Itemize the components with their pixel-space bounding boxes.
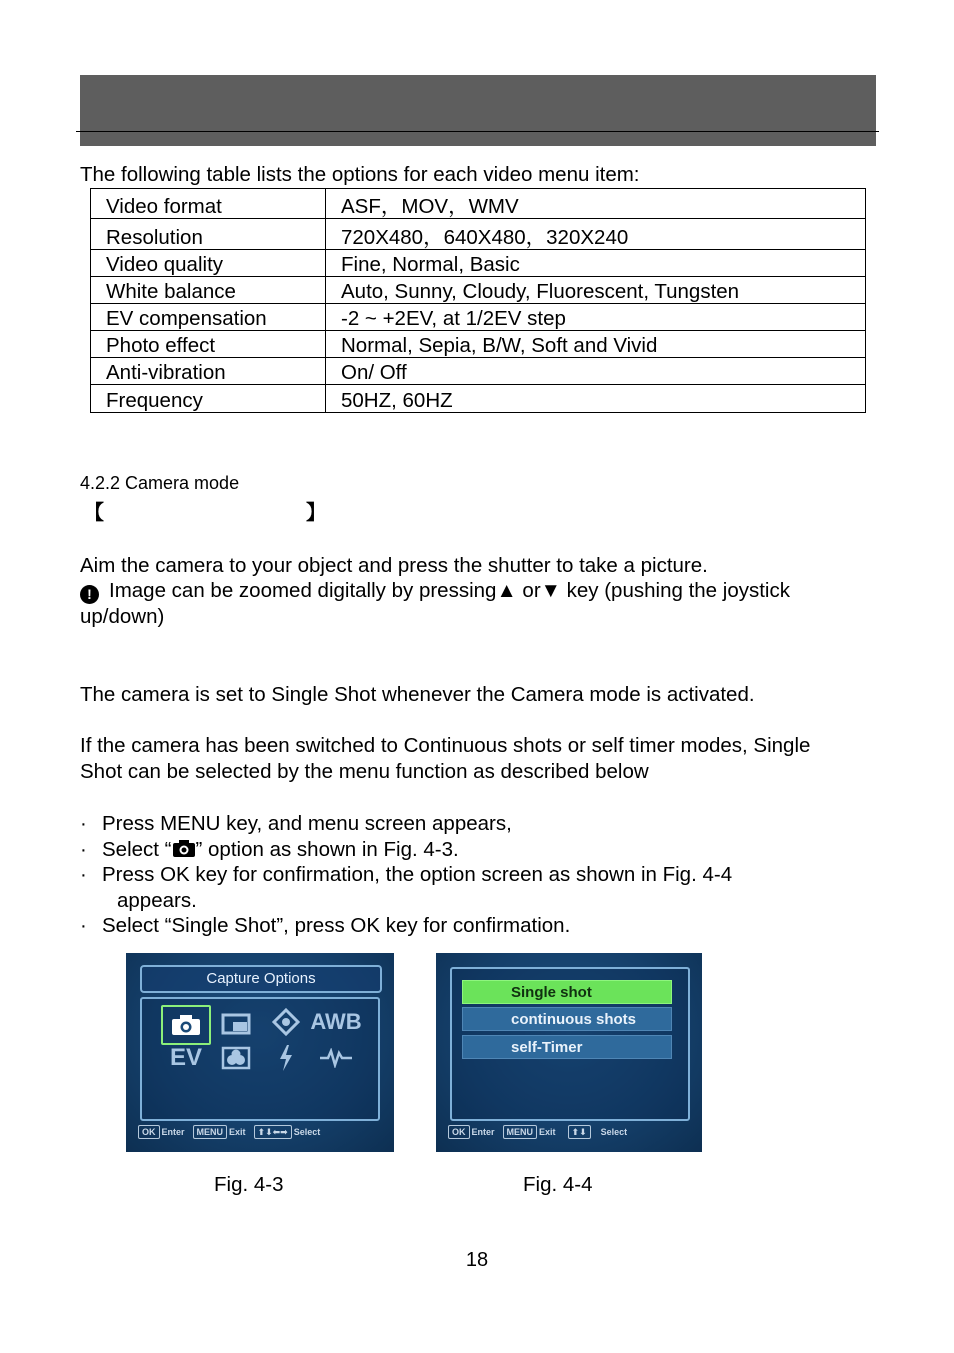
table-row	[91, 385, 866, 413]
option-values: On/ Off	[326, 358, 866, 385]
header-rule	[76, 131, 879, 132]
page-number: 18	[465, 1249, 489, 1271]
awb-icon: AWB	[310, 1009, 362, 1034]
anti-vibration-icon	[316, 1041, 356, 1075]
exit-label: Exit	[539, 1127, 556, 1137]
option-values: Normal, Sepia, B/W, Soft and Vivid	[326, 331, 866, 358]
zoom-note-cont: up/down)	[80, 605, 165, 628]
zoom-note	[80, 578, 790, 604]
option-single-shot: Single shot	[462, 980, 672, 1004]
list-item	[80, 811, 512, 837]
table-row	[91, 331, 866, 358]
list-item	[80, 837, 459, 863]
aim-paragraph: Aim the camera to your object and press the shutter to take a picture.	[80, 554, 708, 577]
step-text: Press OK key for confirmation, the option screen as shown in Fig. 4-4	[102, 863, 733, 886]
step-text: Select “	[102, 838, 172, 861]
zoom-note-text: Image can be zoomed digitally by pressing▲ or▼ key (pushing the joystick	[109, 579, 790, 602]
effect-icon	[216, 1041, 256, 1075]
menu-key-label: MENU	[193, 1125, 228, 1139]
option-values: ASF，MOV，WMV	[326, 189, 866, 219]
fig43-caption: Fig. 4-3	[214, 1173, 284, 1196]
switched-paragraph-line1: If the camera has been switched to Continuous shots or self timer modes, Single	[80, 734, 811, 757]
step-text-cont: appears.	[117, 889, 197, 912]
figure-capture-mode-options	[436, 953, 702, 1152]
fig44-footer	[448, 1125, 690, 1143]
figure-capture-options	[126, 953, 394, 1152]
fig44-caption: Fig. 4-4	[523, 1173, 593, 1196]
option-values: -2 ~ +2EV, at 1/2EV step	[326, 304, 866, 331]
option-name: Video quality	[91, 250, 326, 277]
option-continuous-shots: continuous shots	[462, 1007, 672, 1031]
flash-icon	[266, 1041, 306, 1075]
step-text: Press MENU key, and menu screen appears,	[102, 812, 512, 835]
single-shot-default: The camera is set to Single Shot whenever the Camera mode is activated.	[80, 683, 755, 706]
option-name: White balance	[91, 277, 326, 304]
video-options-table	[90, 188, 866, 413]
list-item	[80, 862, 732, 888]
bullet: ·	[80, 838, 87, 861]
option-values: 50HZ, 60HZ	[326, 385, 866, 413]
bullet: ·	[80, 812, 87, 835]
select-label: Select	[293, 1127, 321, 1137]
option-name: Photo effect	[91, 331, 326, 358]
enter-label: Enter	[161, 1127, 185, 1137]
section-heading: 4.2.2 Camera mode	[80, 473, 240, 493]
table-row	[91, 250, 866, 277]
list-item	[80, 913, 570, 939]
step-text: Select “Single Shot”, press OK key for confirmation.	[102, 914, 571, 937]
option-name: Resolution	[91, 219, 326, 250]
nav-key-label: ⬆⬇	[568, 1125, 591, 1139]
option-name: Video format	[91, 189, 326, 219]
bracket-open: 【	[84, 502, 104, 524]
scene-icon	[266, 1005, 306, 1039]
nav-key-label: ⬆⬇⬅➡	[254, 1125, 292, 1139]
header-bar	[80, 75, 876, 146]
table-row	[91, 358, 866, 385]
option-name: Frequency	[91, 385, 326, 413]
option-self-timer: self-Timer	[462, 1035, 672, 1059]
info-icon: !	[80, 585, 99, 604]
exit-label: Exit	[229, 1127, 246, 1137]
enter-label: Enter	[471, 1127, 495, 1137]
camera-icon	[161, 1005, 211, 1045]
ok-key-label: OK	[138, 1125, 160, 1139]
capture-options-title: Capture Options	[140, 965, 382, 993]
table-row	[91, 304, 866, 331]
ev-icon: EV	[169, 1044, 202, 1071]
fig43-footer	[138, 1125, 380, 1143]
ok-key-label: OK	[448, 1125, 470, 1139]
bullet: ·	[80, 914, 87, 937]
switched-paragraph-line2: Shot can be selected by the menu function as described below	[80, 760, 649, 783]
option-values: Fine, Normal, Basic	[326, 250, 866, 277]
bracket-close: 】	[306, 502, 326, 524]
option-values: 720X480，640X480，320X240	[326, 219, 866, 250]
option-name: EV compensation	[91, 304, 326, 331]
option-name: Anti-vibration	[91, 358, 326, 385]
table-intro: The following table lists the options for each video menu item:	[80, 163, 640, 186]
frame-icon	[216, 1007, 256, 1041]
select-label: Select	[600, 1127, 628, 1137]
step-text: ” option as shown in Fig. 4-3.	[195, 838, 459, 861]
option-values: Auto, Sunny, Cloudy, Fluorescent, Tungsten	[326, 277, 866, 304]
menu-key-label: MENU	[503, 1125, 538, 1139]
table-row	[91, 219, 866, 250]
table-row	[91, 189, 866, 219]
bullet: ·	[80, 863, 87, 886]
table-row	[91, 277, 866, 304]
camera-icon	[172, 839, 196, 858]
